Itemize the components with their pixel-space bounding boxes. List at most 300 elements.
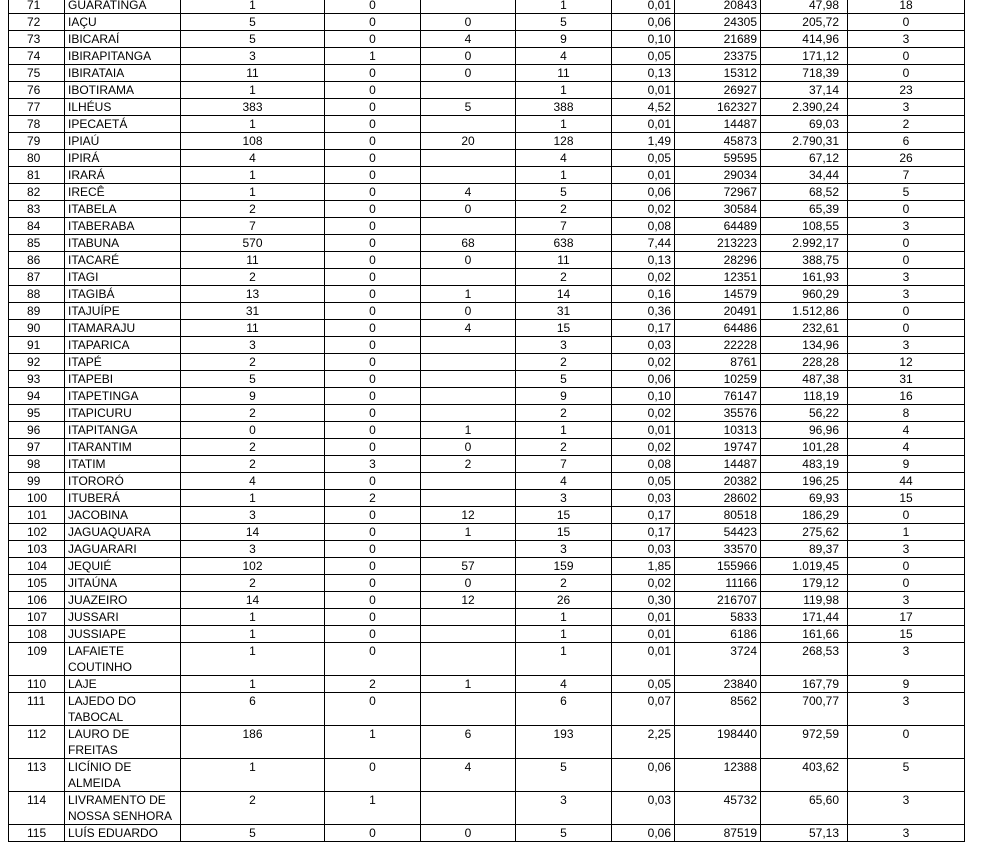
table-row [9, 676, 965, 693]
value-col-4: 1 [516, 82, 612, 99]
value-col-5: 0,05 [612, 676, 675, 693]
value-col-3: 1 [421, 524, 516, 541]
table-row [9, 371, 965, 388]
value-col-2: 2 [325, 676, 421, 693]
value-col-6: 33570 [675, 541, 761, 558]
value-col-1: 2 [181, 354, 325, 371]
row-number: 75 [9, 65, 65, 82]
value-col-5: 4,52 [612, 99, 675, 116]
value-col-6: 20491 [675, 303, 761, 320]
value-col-5: 0,02 [612, 269, 675, 286]
municipality-name: ITORORÓ [65, 473, 181, 490]
municipality-name: ITATIM [65, 456, 181, 473]
value-col-2: 0 [325, 99, 421, 116]
row-number: 89 [9, 303, 65, 320]
value-col-2: 0 [325, 558, 421, 575]
value-col-7: 487,38 [761, 371, 848, 388]
table-row [9, 303, 965, 320]
value-col-8: 4 [848, 422, 965, 439]
row-number: 96 [9, 422, 65, 439]
value-col-5: 0,01 [612, 643, 675, 676]
value-col-3: 12 [421, 592, 516, 609]
table-row [9, 82, 965, 99]
value-col-2: 0 [325, 269, 421, 286]
row-number: 93 [9, 371, 65, 388]
value-col-3 [421, 490, 516, 507]
value-col-5: 0,05 [612, 473, 675, 490]
value-col-7: 119,98 [761, 592, 848, 609]
value-col-6: 29034 [675, 167, 761, 184]
value-col-5: 0,05 [612, 150, 675, 167]
value-col-7: 414,96 [761, 31, 848, 48]
value-col-7: 171,44 [761, 609, 848, 626]
table-row [9, 201, 965, 218]
value-col-7: 47,98 [761, 0, 848, 14]
value-col-6: 22228 [675, 337, 761, 354]
value-col-4: 15 [516, 524, 612, 541]
table-row [9, 792, 965, 825]
table-row [9, 184, 965, 201]
value-col-1: 7 [181, 218, 325, 235]
table-row [9, 150, 965, 167]
value-col-6: 76147 [675, 388, 761, 405]
municipality-name: JUAZEIRO [65, 592, 181, 609]
value-col-1: 1 [181, 626, 325, 643]
value-col-8: 15 [848, 626, 965, 643]
row-number: 83 [9, 201, 65, 218]
table-row [9, 48, 965, 65]
municipality-name: ITABERABA [65, 218, 181, 235]
value-col-6: 14579 [675, 286, 761, 303]
value-col-6: 59595 [675, 150, 761, 167]
value-col-8: 3 [848, 31, 965, 48]
value-col-6: 28602 [675, 490, 761, 507]
value-col-6: 20382 [675, 473, 761, 490]
row-number: 72 [9, 14, 65, 31]
row-number: 115 [9, 825, 65, 842]
municipality-name: JAGUARARI [65, 541, 181, 558]
value-col-1: 3 [181, 541, 325, 558]
value-col-7: 2.790,31 [761, 133, 848, 150]
municipality-name: ITARANTIM [65, 439, 181, 456]
row-number: 91 [9, 337, 65, 354]
value-col-8: 0 [848, 726, 965, 759]
value-col-3: 20 [421, 133, 516, 150]
value-col-8: 0 [848, 235, 965, 252]
value-col-3: 68 [421, 235, 516, 252]
row-number: 87 [9, 269, 65, 286]
value-col-6: 198440 [675, 726, 761, 759]
value-col-2: 0 [325, 184, 421, 201]
value-col-2: 0 [325, 473, 421, 490]
value-col-8: 12 [848, 354, 965, 371]
row-number: 113 [9, 759, 65, 792]
value-col-3 [421, 167, 516, 184]
municipality-name: LAURO DE FREITAS [65, 726, 181, 759]
value-col-7: 186,29 [761, 507, 848, 524]
value-col-3 [421, 116, 516, 133]
value-col-3 [421, 643, 516, 676]
value-col-1: 31 [181, 303, 325, 320]
value-col-2: 0 [325, 286, 421, 303]
municipality-name: IPIAÚ [65, 133, 181, 150]
value-col-4: 638 [516, 235, 612, 252]
value-col-2: 0 [325, 524, 421, 541]
value-col-3 [421, 541, 516, 558]
municipality-name: GUARATINGA [65, 0, 181, 14]
municipality-table [8, 0, 965, 842]
row-number: 85 [9, 235, 65, 252]
value-col-7: 65,39 [761, 201, 848, 218]
table-row [9, 626, 965, 643]
municipality-name: JUSSIAPE [65, 626, 181, 643]
value-col-4: 9 [516, 388, 612, 405]
value-col-7: 2.992,17 [761, 235, 848, 252]
municipality-name: LAJEDO DO TABOCAL [65, 693, 181, 726]
value-col-7: 37,14 [761, 82, 848, 99]
value-col-4: 5 [516, 184, 612, 201]
municipality-name: JACOBINA [65, 507, 181, 524]
municipality-name: ITAGI [65, 269, 181, 286]
value-col-8: 0 [848, 201, 965, 218]
value-col-3 [421, 0, 516, 14]
value-col-1: 5 [181, 31, 325, 48]
table-row [9, 643, 965, 676]
value-col-3 [421, 405, 516, 422]
value-col-7: 275,62 [761, 524, 848, 541]
value-col-2: 0 [325, 541, 421, 558]
row-number: 99 [9, 473, 65, 490]
municipality-name: ITAPÉ [65, 354, 181, 371]
value-col-5: 0,06 [612, 825, 675, 842]
value-col-8: 8 [848, 405, 965, 422]
value-col-3: 4 [421, 184, 516, 201]
municipality-name: JUSSARI [65, 609, 181, 626]
value-col-1: 2 [181, 269, 325, 286]
municipality-name: ITAJUÍPE [65, 303, 181, 320]
value-col-4: 1 [516, 422, 612, 439]
value-col-3: 0 [421, 201, 516, 218]
value-col-5: 0,30 [612, 592, 675, 609]
value-col-1: 3 [181, 48, 325, 65]
value-col-5: 7,44 [612, 235, 675, 252]
value-col-6: 64486 [675, 320, 761, 337]
value-col-8: 0 [848, 48, 965, 65]
value-col-5: 0,01 [612, 0, 675, 14]
value-col-7: 196,25 [761, 473, 848, 490]
value-col-8: 6 [848, 133, 965, 150]
value-col-4: 159 [516, 558, 612, 575]
value-col-1: 1 [181, 643, 325, 676]
value-col-7: 34,44 [761, 167, 848, 184]
municipality-name: IBIRATAIA [65, 65, 181, 82]
municipality-name: LIVRAMENTO DE NOSSA SENHORA [65, 792, 181, 825]
value-col-6: 12351 [675, 269, 761, 286]
table-row [9, 490, 965, 507]
row-number: 73 [9, 31, 65, 48]
value-col-6: 26927 [675, 82, 761, 99]
value-col-2: 0 [325, 507, 421, 524]
row-number: 101 [9, 507, 65, 524]
value-col-5: 0,06 [612, 759, 675, 792]
value-col-3: 0 [421, 14, 516, 31]
value-col-8: 44 [848, 473, 965, 490]
value-col-5: 0,03 [612, 337, 675, 354]
value-col-2: 0 [325, 592, 421, 609]
value-col-6: 72967 [675, 184, 761, 201]
value-col-5: 0,01 [612, 116, 675, 133]
value-col-3: 6 [421, 726, 516, 759]
value-col-1: 14 [181, 592, 325, 609]
value-col-1: 570 [181, 235, 325, 252]
value-col-8: 3 [848, 99, 965, 116]
value-col-3 [421, 609, 516, 626]
table-row [9, 218, 965, 235]
value-col-8: 18 [848, 0, 965, 14]
value-col-7: 69,03 [761, 116, 848, 133]
value-col-8: 5 [848, 184, 965, 201]
value-col-3 [421, 82, 516, 99]
value-col-1: 1 [181, 116, 325, 133]
value-col-8: 0 [848, 575, 965, 592]
value-col-7: 700,77 [761, 693, 848, 726]
row-number: 111 [9, 693, 65, 726]
value-col-8: 3 [848, 693, 965, 726]
row-number: 107 [9, 609, 65, 626]
row-number: 95 [9, 405, 65, 422]
table-row [9, 0, 965, 14]
value-col-4: 14 [516, 286, 612, 303]
municipality-name: ILHÉUS [65, 99, 181, 116]
value-col-7: 167,79 [761, 676, 848, 693]
value-col-2: 0 [325, 133, 421, 150]
table-row [9, 337, 965, 354]
value-col-1: 11 [181, 65, 325, 82]
value-col-1: 186 [181, 726, 325, 759]
municipality-name: ITAPARICA [65, 337, 181, 354]
municipality-name: IRARÁ [65, 167, 181, 184]
value-col-1: 4 [181, 150, 325, 167]
municipality-name: LAJE [65, 676, 181, 693]
value-col-5: 0,17 [612, 320, 675, 337]
value-col-5: 0,17 [612, 507, 675, 524]
row-number: 88 [9, 286, 65, 303]
table-row [9, 558, 965, 575]
value-col-8: 26 [848, 150, 965, 167]
value-col-6: 11166 [675, 575, 761, 592]
value-col-1: 11 [181, 320, 325, 337]
value-col-4: 4 [516, 150, 612, 167]
value-col-4: 5 [516, 371, 612, 388]
value-col-8: 3 [848, 541, 965, 558]
value-col-7: 161,93 [761, 269, 848, 286]
row-number: 77 [9, 99, 65, 116]
value-col-6: 54423 [675, 524, 761, 541]
value-col-4: 4 [516, 473, 612, 490]
value-col-4: 193 [516, 726, 612, 759]
municipality-name: ITABELA [65, 201, 181, 218]
table-row [9, 759, 965, 792]
value-col-6: 28296 [675, 252, 761, 269]
value-col-4: 7 [516, 456, 612, 473]
value-col-7: 56,22 [761, 405, 848, 422]
value-col-5: 0,08 [612, 456, 675, 473]
value-col-8: 0 [848, 320, 965, 337]
table-row [9, 286, 965, 303]
value-col-7: 69,93 [761, 490, 848, 507]
value-col-7: 2.390,24 [761, 99, 848, 116]
table-row [9, 133, 965, 150]
value-col-5: 0,13 [612, 252, 675, 269]
value-col-7: 118,19 [761, 388, 848, 405]
value-col-4: 2 [516, 405, 612, 422]
value-col-3 [421, 388, 516, 405]
value-col-4: 4 [516, 676, 612, 693]
value-col-5: 0,06 [612, 371, 675, 388]
value-col-1: 2 [181, 456, 325, 473]
value-col-2: 0 [325, 337, 421, 354]
value-col-8: 23 [848, 82, 965, 99]
value-col-7: 89,37 [761, 541, 848, 558]
value-col-4: 128 [516, 133, 612, 150]
value-col-4: 1 [516, 643, 612, 676]
value-col-4: 5 [516, 825, 612, 842]
municipality-name: JITAÚNA [65, 575, 181, 592]
value-col-5: 0,16 [612, 286, 675, 303]
value-col-5: 0,10 [612, 388, 675, 405]
value-col-2: 1 [325, 726, 421, 759]
value-col-8: 3 [848, 643, 965, 676]
value-col-5: 0,13 [612, 65, 675, 82]
value-col-1: 5 [181, 825, 325, 842]
table-row [9, 320, 965, 337]
value-col-6: 10313 [675, 422, 761, 439]
value-col-4: 31 [516, 303, 612, 320]
value-col-2: 0 [325, 14, 421, 31]
value-col-1: 1 [181, 759, 325, 792]
row-number: 78 [9, 116, 65, 133]
row-number: 103 [9, 541, 65, 558]
value-col-5: 0,01 [612, 422, 675, 439]
row-number: 108 [9, 626, 65, 643]
value-col-1: 1 [181, 490, 325, 507]
value-col-3: 0 [421, 825, 516, 842]
value-col-8: 4 [848, 439, 965, 456]
table-row [9, 388, 965, 405]
row-number: 105 [9, 575, 65, 592]
table-row [9, 116, 965, 133]
value-col-1: 2 [181, 575, 325, 592]
value-col-2: 0 [325, 235, 421, 252]
value-col-3: 0 [421, 439, 516, 456]
value-col-7: 1.512,86 [761, 303, 848, 320]
value-col-4: 1 [516, 626, 612, 643]
value-col-6: 24305 [675, 14, 761, 31]
value-col-4: 1 [516, 116, 612, 133]
value-col-6: 155966 [675, 558, 761, 575]
value-col-2: 0 [325, 167, 421, 184]
value-col-8: 9 [848, 676, 965, 693]
row-number: 80 [9, 150, 65, 167]
value-col-7: 972,59 [761, 726, 848, 759]
value-col-4: 5 [516, 14, 612, 31]
municipality-name: IBOTIRAMA [65, 82, 181, 99]
value-col-6: 213223 [675, 235, 761, 252]
value-col-7: 718,39 [761, 65, 848, 82]
value-col-2: 0 [325, 201, 421, 218]
value-col-3: 4 [421, 31, 516, 48]
municipality-name: ITAPICURU [65, 405, 181, 422]
value-col-3 [421, 269, 516, 286]
value-col-1: 4 [181, 473, 325, 490]
value-col-1: 2 [181, 439, 325, 456]
value-col-8: 3 [848, 269, 965, 286]
value-col-3 [421, 337, 516, 354]
value-col-2: 3 [325, 456, 421, 473]
value-col-5: 0,03 [612, 541, 675, 558]
value-col-5: 0,02 [612, 201, 675, 218]
row-number: 84 [9, 218, 65, 235]
municipality-name: ITABUNA [65, 235, 181, 252]
value-col-3: 57 [421, 558, 516, 575]
row-number: 94 [9, 388, 65, 405]
row-number: 90 [9, 320, 65, 337]
table-row [9, 592, 965, 609]
table-row [9, 252, 965, 269]
table-row [9, 235, 965, 252]
table-row [9, 609, 965, 626]
value-col-3: 1 [421, 286, 516, 303]
value-col-3 [421, 626, 516, 643]
value-col-1: 9 [181, 388, 325, 405]
row-number: 106 [9, 592, 65, 609]
row-number: 104 [9, 558, 65, 575]
value-col-2: 0 [325, 82, 421, 99]
table-row [9, 693, 965, 726]
value-col-2: 0 [325, 116, 421, 133]
value-col-6: 5833 [675, 609, 761, 626]
value-col-4: 3 [516, 541, 612, 558]
municipality-name: ITUBERÁ [65, 490, 181, 507]
value-col-3: 0 [421, 48, 516, 65]
value-col-6: 87519 [675, 825, 761, 842]
value-col-2: 2 [325, 490, 421, 507]
value-col-2: 0 [325, 643, 421, 676]
municipality-name: LICÍNIO DE ALMEIDA [65, 759, 181, 792]
value-col-4: 2 [516, 354, 612, 371]
value-col-8: 0 [848, 303, 965, 320]
table-row [9, 541, 965, 558]
value-col-8: 5 [848, 759, 965, 792]
value-col-7: 483,19 [761, 456, 848, 473]
row-number: 71 [9, 0, 65, 14]
value-col-7: 388,75 [761, 252, 848, 269]
row-number: 92 [9, 354, 65, 371]
table-row [9, 31, 965, 48]
table-row [9, 269, 965, 286]
value-col-6: 8562 [675, 693, 761, 726]
municipality-name: ITAMARAJU [65, 320, 181, 337]
value-col-3 [421, 792, 516, 825]
value-col-6: 45873 [675, 133, 761, 150]
value-col-3 [421, 693, 516, 726]
value-col-8: 2 [848, 116, 965, 133]
value-col-4: 6 [516, 693, 612, 726]
municipality-name: IBICARAÍ [65, 31, 181, 48]
value-col-8: 17 [848, 609, 965, 626]
value-col-1: 108 [181, 133, 325, 150]
value-col-7: 134,96 [761, 337, 848, 354]
